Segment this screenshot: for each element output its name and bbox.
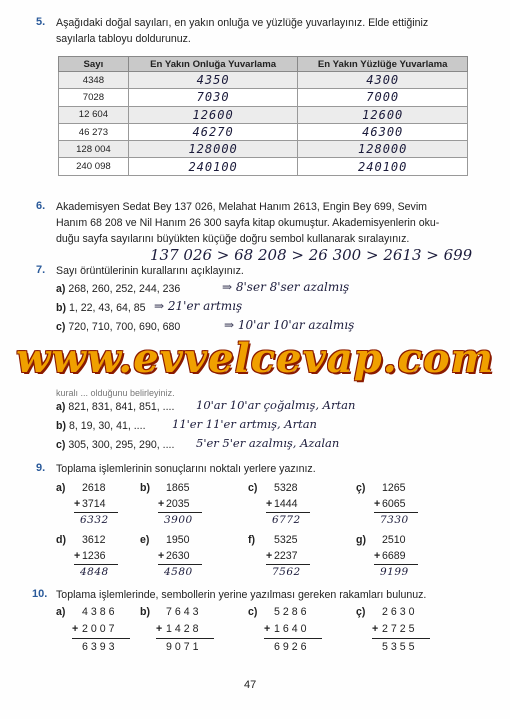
q7-answer-c: ⇒ 10'ar 10'ar azalmış <box>224 318 355 332</box>
plus-sign: + <box>158 550 165 562</box>
handwritten-sum: 7330 <box>380 514 409 526</box>
handwritten-sum: 6332 <box>80 514 109 526</box>
plus-sign: + <box>156 623 163 635</box>
sequence: 821, 831, 841, 851, .... <box>68 401 175 413</box>
addend-top: 1865 <box>166 482 190 494</box>
addend-top: 1265 <box>382 482 406 494</box>
problem-label: a) <box>56 606 66 618</box>
problem-label: b) <box>140 606 150 618</box>
cell-number: 4348 <box>59 72 129 89</box>
q9-problem-e <box>140 534 220 594</box>
sum-line <box>264 638 322 639</box>
header-hundreds: En Yakın Yüzlüğe Yuvarlama <box>298 57 468 72</box>
cell-hundreds: 128000 <box>298 141 468 158</box>
q9-problem-c <box>248 482 328 542</box>
problem-label: c) <box>248 606 258 618</box>
sequence: 1, 22, 43, 64, 85 <box>68 302 146 314</box>
cell-tens: 4350 <box>128 72 298 89</box>
q9-problem-a <box>56 482 136 542</box>
handwritten-sum: 6772 <box>272 514 301 526</box>
plus-sign: + <box>374 498 381 510</box>
cell-number: 12 604 <box>59 106 129 123</box>
cell-tens: 46270 <box>128 123 298 140</box>
sum-line <box>374 564 418 565</box>
rounding-table <box>58 56 468 176</box>
sum-line <box>372 638 430 639</box>
q7-text: Sayı örüntülerinin kurallarını açıklayınız. <box>56 265 244 277</box>
item-label: a) <box>56 283 66 295</box>
table-row <box>59 106 468 123</box>
addend-top: 5328 <box>274 482 298 494</box>
cell-hundreds: 240100 <box>298 158 468 175</box>
q7-number: 7. <box>36 264 46 276</box>
sum-line <box>72 638 130 639</box>
handwritten-sum: 3900 <box>164 514 193 526</box>
q6-line1: Akademisyen Sedat Bey 137 026, Melahat Hanım 2613, Engin Bey 699, Sevim <box>56 201 428 213</box>
q8-item-c <box>56 439 174 451</box>
item-label: b) <box>56 420 66 432</box>
addend-top: 1950 <box>166 534 190 546</box>
q8-item-b <box>56 420 146 432</box>
addend-bottom: 2237 <box>274 550 298 562</box>
sum-line <box>266 512 310 513</box>
q9-problem-f <box>248 534 328 594</box>
q10-number: 10. <box>32 588 48 600</box>
item-label: a) <box>56 401 66 413</box>
addend-top: 5325 <box>274 534 298 546</box>
sum-value: 6926 <box>274 641 310 653</box>
q6-number: 6. <box>36 200 46 212</box>
cell-hundreds: 46300 <box>298 123 468 140</box>
q9-text: Toplama işlemlerinin sonuçlarını noktalı yerlere yazınız. <box>56 463 316 475</box>
q8-answer-a: 10'ar 10'ar çoğalmış, Artan <box>196 398 356 412</box>
q10-problem-b <box>140 606 230 666</box>
sequence: 268, 260, 252, 244, 236 <box>68 283 181 295</box>
q6-line2: Hanım 68 208 ve Nil Hanım 26 300 sayfa kitap okumuştur. Akademisyenlerin oku- <box>56 217 440 229</box>
addend-bottom: 1236 <box>82 550 106 562</box>
sum-value: 6393 <box>82 641 118 653</box>
item-label: c) <box>56 439 66 451</box>
q5-number: 5. <box>36 16 46 28</box>
plus-sign: + <box>264 623 271 635</box>
plus-sign: + <box>158 498 165 510</box>
table-row <box>59 141 468 158</box>
cell-hundreds: 12600 <box>298 106 468 123</box>
q9-number: 9. <box>36 462 46 474</box>
addend-top: 3612 <box>82 534 106 546</box>
q8-item-a <box>56 401 174 413</box>
cell-number: 46 273 <box>59 123 129 140</box>
addend-top: 2618 <box>82 482 106 494</box>
cell-number: 240 098 <box>59 158 129 175</box>
plus-sign: + <box>72 623 79 635</box>
plus-sign: + <box>74 550 81 562</box>
addend-top: 2510 <box>382 534 406 546</box>
q5-text-line1: Aşağıdaki doğal sayıları, en yakın onluğa ve yüzlüğe yuvarlayınız. Elde ettiğiniz <box>56 17 429 29</box>
q9-problem-cc <box>356 482 436 542</box>
item-label: b) <box>56 302 66 314</box>
sum-line <box>74 564 118 565</box>
sum-value: 9071 <box>166 641 202 653</box>
table-row <box>59 89 468 106</box>
cell-number: 7028 <box>59 89 129 106</box>
addend-bottom: 2725 <box>382 623 418 635</box>
header-tens: En Yakın Onluğa Yuvarlama <box>128 57 298 72</box>
q7-answer-a: ⇒ 8'ser 8'ser azalmış <box>222 280 350 294</box>
problem-label: f) <box>248 534 256 546</box>
q7-item-a <box>56 283 180 295</box>
cell-hundreds: 4300 <box>298 72 468 89</box>
plus-sign: + <box>266 498 273 510</box>
table-row <box>59 72 468 89</box>
table-row <box>59 158 468 175</box>
sequence: 8, 19, 30, 41, .... <box>68 420 146 432</box>
addend-bottom: 2630 <box>166 550 190 562</box>
q9-problem-b <box>140 482 220 542</box>
problem-label: e) <box>140 534 150 546</box>
q6-handwritten-answer: 137 026 > 68 208 > 26 300 > 2613 > 699 <box>150 246 473 264</box>
q8-answer-c: 5'er 5'er azalmış, Azalan <box>196 436 340 450</box>
q5-text-line2: sayılarla tabloyu doldurunuz. <box>56 33 191 45</box>
q8-partial-text: kuralı ... olduğunu belirleyiniz. <box>56 388 175 398</box>
sequence: 305, 300, 295, 290, .... <box>68 439 175 451</box>
problem-label: c) <box>248 482 258 494</box>
addend-bottom: 2007 <box>82 623 118 635</box>
sequence: 720, 710, 700, 690, 680 <box>68 321 181 333</box>
plus-sign: + <box>74 498 81 510</box>
addend-bottom: 1640 <box>274 623 310 635</box>
sum-value: 5355 <box>382 641 418 653</box>
plus-sign: + <box>266 550 273 562</box>
q7-item-b <box>56 302 146 314</box>
watermark-logo: www.evvelcevap.com <box>16 334 494 382</box>
q10-problem-c <box>248 606 338 666</box>
addend-bottom: 3714 <box>82 498 106 510</box>
cell-tens: 12600 <box>128 106 298 123</box>
problem-label: g) <box>356 534 366 546</box>
header-number: Sayı <box>59 57 129 72</box>
sum-line <box>74 512 118 513</box>
problem-label: ç) <box>356 482 366 494</box>
q6-line3: duğu sayfa sayılarını büyükten küçüğe doğru sembol kullanarak sıralayınız. <box>56 233 410 245</box>
q10-problem-cc <box>356 606 446 666</box>
q10-text: Toplama işlemlerinde, sembollerin yerine yazılması gereken rakamları bulunuz. <box>56 589 427 601</box>
addend-bottom: 1444 <box>274 498 298 510</box>
addend-top: 2630 <box>382 606 418 618</box>
addend-top: 7643 <box>166 606 202 618</box>
handwritten-sum: 4848 <box>80 566 109 578</box>
problem-label: ç) <box>356 606 366 618</box>
cell-hundreds: 7000 <box>298 89 468 106</box>
sum-line <box>158 512 202 513</box>
cell-number: 128 004 <box>59 141 129 158</box>
addend-bottom: 2035 <box>166 498 190 510</box>
addend-top: 4386 <box>82 606 118 618</box>
q7-answer-b: ⇒ 21'er artmış <box>154 299 243 313</box>
sum-line <box>266 564 310 565</box>
addend-top: 5286 <box>274 606 310 618</box>
sum-line <box>158 564 202 565</box>
plus-sign: + <box>372 623 379 635</box>
table-row <box>59 123 468 140</box>
addend-bottom: 6689 <box>382 550 406 562</box>
sum-line <box>156 638 214 639</box>
problem-label: d) <box>56 534 66 546</box>
sum-line <box>374 512 418 513</box>
item-label: c) <box>56 321 66 333</box>
addend-bottom: 6065 <box>382 498 406 510</box>
problem-label: a) <box>56 482 66 494</box>
plus-sign: + <box>374 550 381 562</box>
page-number: 47 <box>244 679 257 691</box>
table-header-row <box>59 57 468 72</box>
problem-label: b) <box>140 482 150 494</box>
handwritten-sum: 4580 <box>164 566 193 578</box>
q9-problem-g <box>356 534 436 594</box>
q10-problem-a <box>56 606 146 666</box>
cell-tens: 240100 <box>128 158 298 175</box>
q9-problem-d <box>56 534 136 594</box>
addend-bottom: 1428 <box>166 623 202 635</box>
handwritten-sum: 9199 <box>380 566 409 578</box>
handwritten-sum: 7562 <box>272 566 301 578</box>
cell-tens: 128000 <box>128 141 298 158</box>
cell-tens: 7030 <box>128 89 298 106</box>
q8-answer-b: 11'er 11'er artmış, Artan <box>172 417 317 431</box>
